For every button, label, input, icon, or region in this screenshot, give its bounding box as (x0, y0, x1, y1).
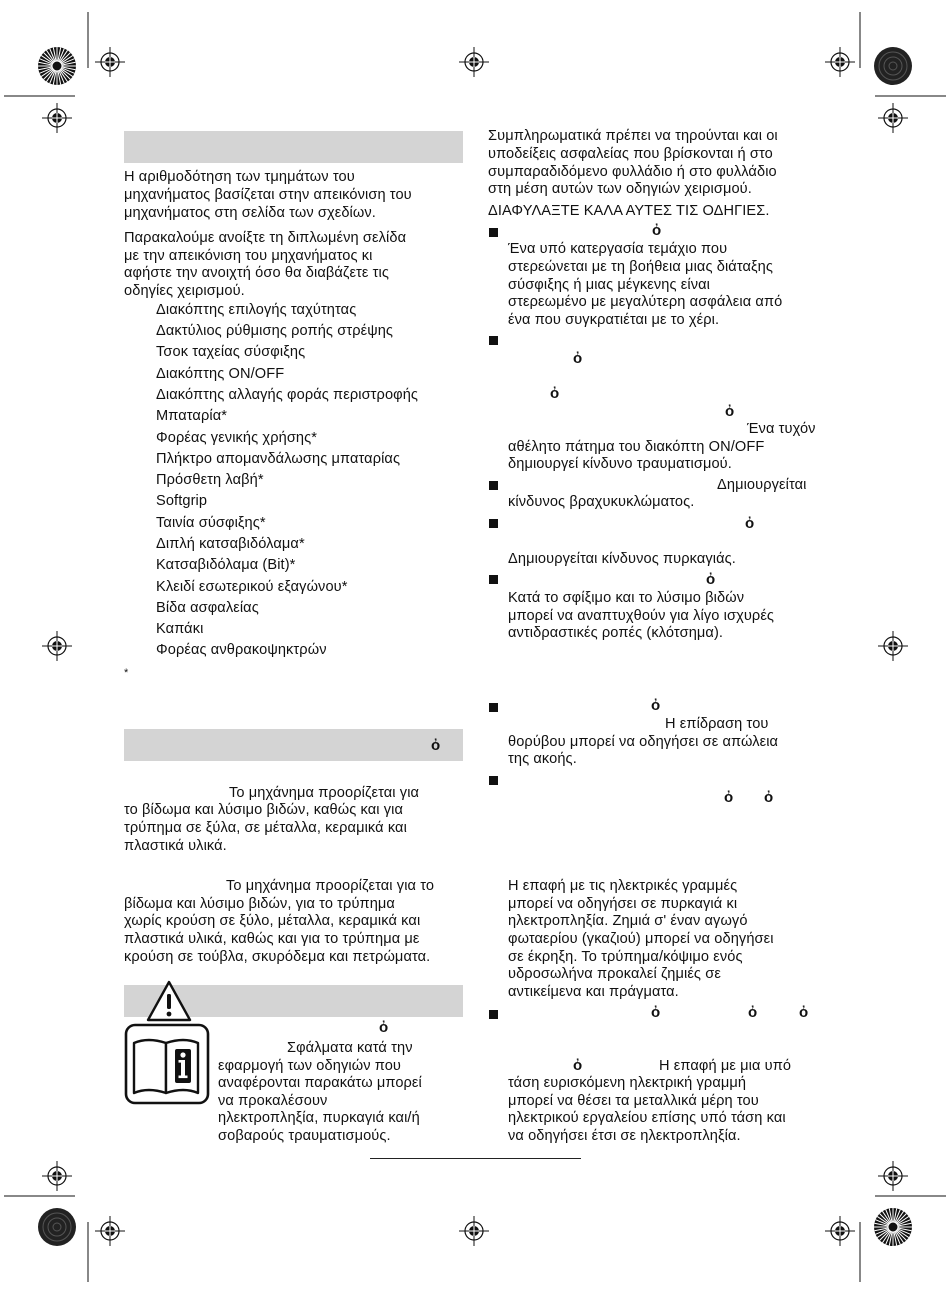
text-line: μηχανήματος στη σελίδα των σχεδίων. (124, 205, 376, 221)
text-line: Το μηχάνημα προορίζεται για το (226, 878, 435, 894)
list-item: Πλήκτρο απομανδάλωσης μπαταρίας (156, 451, 401, 467)
text-line: σύσφιξης ή μιας μέγκενης είναι (508, 277, 711, 293)
accent-mark: ὀ (651, 1004, 661, 1021)
list-item: Ταινία σύσφιξης* (156, 515, 266, 531)
bullet-square-icon (489, 703, 498, 712)
section-heading-bar-usage (124, 729, 463, 761)
text-line: πλαστικά υλικά, καθώς και για το τρύπημα με (124, 931, 420, 947)
list-item: Φορέας ανθρακοψηκτρών (156, 642, 327, 658)
text-line: συμπαραδιδόμενο φυλλάδιο ή στο φυλλάδιο (488, 164, 777, 180)
bullet-square-icon (489, 336, 498, 345)
text-line: κρούση σε τούβλα, σκυρόδεμα και πετρώματα. (124, 949, 431, 965)
text-line: το βίδωμα και λύσιμο βιδών, καθώς και για (124, 802, 404, 818)
accent-mark: ὀ (379, 1019, 389, 1036)
list-item: Διακόπτης αλλαγής φοράς περιστροφής (156, 387, 419, 403)
text-line: ηλεκτρικού εργαλείου επίσης υπό τάση και (508, 1110, 786, 1126)
text-line: εφαρμογή των οδηγιών που (218, 1058, 402, 1074)
list-item: Μπαταρία* (156, 408, 228, 424)
list-item: Δακτύλιος ρύθμισης ροπής στρέψης (156, 323, 394, 339)
list-item: Διακόπτης επιλογής ταχύτητας (156, 302, 357, 318)
text-line: Συμπληρωματικά πρέπει να τηρούνται και οι (488, 128, 778, 144)
text-line: σοβαρούς τραυματισμούς. (218, 1128, 391, 1144)
bullet-square-icon (489, 575, 498, 584)
bullet-square-icon (489, 1010, 498, 1019)
text-line: μπορεί να θέσει τα μεταλλικά μέρη του (508, 1093, 759, 1109)
footnote-asterisk: * (124, 667, 129, 679)
text-line: χωρίς κρούση σε ξύλο, μέταλλα, κεραμικά και (124, 913, 421, 929)
accent-mark: ὀ (725, 403, 735, 420)
bullet-square-icon (489, 481, 498, 490)
list-item: Καπάκι (156, 621, 204, 637)
bullet-square-icon (489, 228, 498, 237)
text-line: Δημιουργείται (717, 477, 807, 493)
accent-mark: ὀ (706, 571, 716, 588)
accent-mark: ὀ (573, 1057, 583, 1074)
list-item: Softgrip (156, 493, 208, 509)
text-line: ένα που συγκρατιέται με το χέρι. (508, 312, 720, 328)
text-line: να προκαλέσουν (218, 1093, 328, 1109)
list-item: Τσοκ ταχείας σύσφιξης (156, 344, 306, 360)
accent-mark: ὀ (799, 1004, 809, 1021)
list-item: Κατσαβιδόλαμα (Bit)* (156, 557, 296, 573)
list-item: Διπλή κατσαβιδόλαμα* (156, 536, 305, 552)
text-line: στερεωμένο με μεγαλύτερη ασφάλεια από (508, 294, 783, 310)
bullet-square-icon (489, 776, 498, 785)
text-line: ηλεκτροπληξία, πυρκαγιά και/ή (218, 1110, 420, 1126)
text-line: τρύπημα σε ξύλα, σε μέταλλα, κεραμικά και (124, 820, 407, 836)
read-manual-icon (124, 1023, 210, 1105)
text-line: τάση ευρισκόμενη ηλεκτρική γραμμή (508, 1075, 747, 1091)
text-line: Ένα τυχόν (747, 421, 816, 437)
accent-mark: ὀ (550, 385, 560, 402)
text-line: της ακοής. (508, 751, 577, 767)
text-line: ηλεκτροπληξία. Ζημιά σ' έναν αγωγό (508, 913, 748, 929)
text-line: οδηγίες χειρισμού. (124, 283, 245, 299)
text-line: Η επαφή με τις ηλεκτρικές γραμμές (508, 878, 738, 894)
list-item: Βίδα ασφαλείας (156, 600, 259, 616)
text-line: Ένα υπό κατεργασία τεμάχιο που (508, 241, 728, 257)
text-line: αφήστε την ανοιχτή όσο θα διαβάζετε τις (124, 265, 390, 281)
text-line: μπορεί να οδηγήσει σε πυρκαγιά κι (508, 896, 738, 912)
list-item: Πρόσθετη λαβή* (156, 472, 264, 488)
safety-item-fire: Δημιουργείται κίνδυνος πυρκαγιάς. (508, 551, 736, 567)
bullet-square-icon (489, 519, 498, 528)
text-line: Σφάλματα κατά την (287, 1040, 413, 1056)
text-line: Παρακαλούμε ανοίξτε τη διπλωμένη σελίδα (124, 230, 407, 246)
text-line: με την απεικόνιση του μηχανήματος κι (124, 248, 373, 264)
text-line: υποδείξεις ασφαλείας που βρίσκονται ή στο (488, 146, 773, 162)
list-item: Κλειδί εσωτερικού εξαγώνου* (156, 579, 348, 595)
text-line: μπορεί να αναπτυχθούν για λίγο ισχυρές (508, 608, 775, 624)
accent-mark: ὀ (573, 350, 583, 367)
accent-mark: ὀ (745, 515, 755, 532)
section-heading-bar-components (124, 131, 463, 163)
footer-rule (370, 1158, 581, 1159)
text-line: αντιδραστικές ροπές (κλότσημα). (508, 625, 724, 641)
list-item: Φορέας γενικής χρήσης* (156, 430, 318, 446)
text-line: θορύβου μπορεί να οδηγήσει σε απώλεια (508, 734, 779, 750)
warning-triangle-icon (138, 978, 200, 1026)
accent-mark: ὀ (652, 222, 662, 239)
accent-mark: ὀ (651, 697, 661, 714)
text-line: αντικείμενα και πράγματα. (508, 984, 679, 1000)
text-line: Η επίδραση του (665, 716, 769, 732)
accent-mark: ὀ (724, 789, 734, 806)
text-line: Η επαφή με μια υπό (659, 1058, 792, 1074)
text-line: Κατά το σφίξιμο και το λύσιμο βιδών (508, 590, 745, 606)
text-line: δημιουργεί κίνδυνο τραυματισμού. (508, 456, 732, 472)
keep-instructions-notice: ΔΙΑΦΥΛΑΞΤΕ ΚΑΛΑ ΑΥΤΕΣ ΤΙΣ ΟΔΗΓΙΕΣ. (488, 203, 770, 219)
text-line: αθέλητο πάτημα του διακόπτη ON/OFF (508, 439, 765, 455)
text-line: Η αριθμοδότηση των τμημάτων του (124, 169, 355, 185)
text-line: βίδωμα και λύσιμο βιδών, για το τρύπημα (124, 896, 395, 912)
accent-mark: ὀ (764, 789, 774, 806)
text-line: πλαστικά υλικά. (124, 838, 227, 854)
text-line: σε έκρηξη. Το τρύπημα/κόψιμο ενός (508, 949, 743, 965)
accent-mark: ὀ (748, 1004, 758, 1021)
text-line: αναφέρονται παρακάτω μπορεί (218, 1075, 422, 1091)
text-line: να οδηγήσει έτσι σε ηλεκτροπληξία. (508, 1128, 741, 1144)
list-item: Διακόπτης ON/OFF (156, 366, 285, 382)
text-line: μηχανήματος βασίζεται στην απεικόνιση του (124, 187, 412, 203)
text-line: υδροσωλήνα προκαλεί ζημιές σε (508, 966, 721, 982)
text-line: φωταερίου (γκαζιού) μπορεί να οδηγήσει (508, 931, 774, 947)
text-line: Το μηχάνημα προορίζεται για (229, 785, 420, 801)
heading-accent-mark: ὀ (431, 737, 441, 754)
text-line: κίνδυνος βραχυκυκλώματος. (508, 494, 695, 510)
text-line: στερεώνεται με τη βοήθεια μιας διάταξης (508, 259, 774, 275)
text-line: στη μέση αυτών των οδηγιών χειρισμού. (488, 181, 752, 197)
